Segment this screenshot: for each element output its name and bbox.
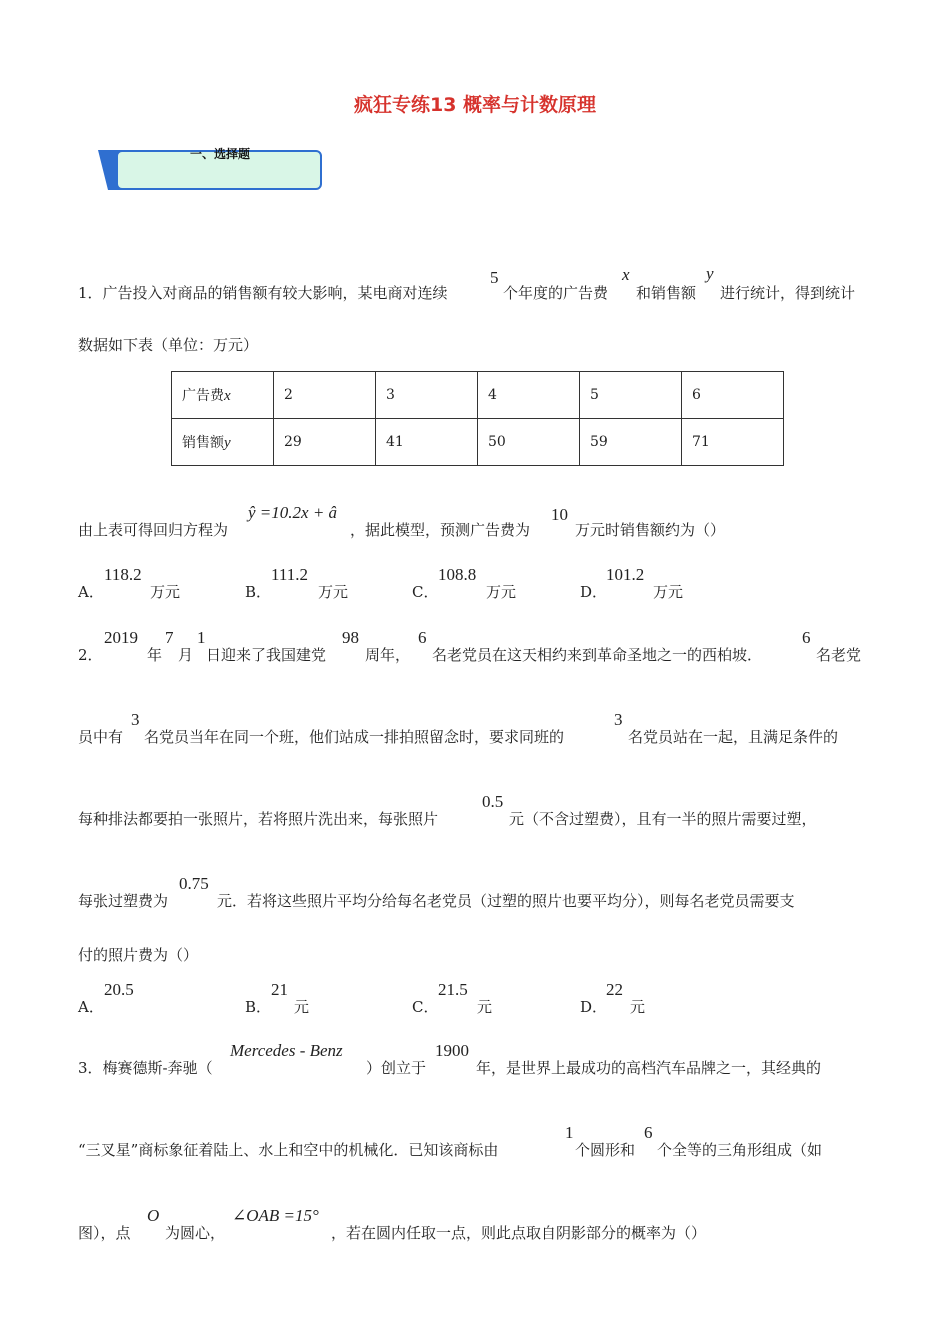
q1-num-10: 10: [551, 505, 568, 524]
q2-option-d-letter: D．: [580, 998, 608, 1016]
q1-var-y: y: [706, 264, 714, 283]
q2-option-a-value: 20.5: [104, 980, 134, 999]
q2-num-6b: 6: [802, 628, 811, 647]
q1-line1-a: 1．广告投入对商品的销售额有较大影响，某电商对连续: [78, 284, 448, 302]
table-cell: 2: [274, 372, 376, 419]
q3-line1-b: ）创立于: [366, 1059, 427, 1077]
q3-num-1: 1: [565, 1123, 574, 1142]
q1-var-x: x: [622, 265, 630, 284]
q3-line3-b: 为圆心，: [165, 1224, 226, 1242]
table-cell: 41: [376, 419, 478, 466]
q2-line2-b: 名党员当年在同一个班，他们站成一排拍照留念时，要求同班的: [144, 728, 565, 746]
q1-option-a-letter: A．: [78, 583, 104, 601]
q2-text-c: 名老党员在这天相约来到革命圣地之一的西柏坡．: [432, 646, 763, 664]
q3-line2-a: “三叉星”商标象征着陆上、水上和空中的机械化．已知该商标由: [78, 1141, 499, 1159]
table-cell: 6: [682, 372, 784, 419]
q3-line2-c: 个全等的三角形组成（如: [657, 1141, 823, 1159]
q1-line1-b: 个年度的广告费: [503, 284, 609, 302]
table-row-var: x: [224, 388, 231, 404]
q2-num-6a: 6: [418, 628, 427, 647]
q2-line2-a: 员中有: [78, 728, 124, 746]
q2-num-3a: 3: [131, 710, 140, 729]
table-cell: 59: [580, 419, 682, 466]
q2-num-0-5: 0.5: [482, 792, 504, 811]
table-row-header: [172, 372, 274, 419]
q1-line1-c: 和销售额: [636, 284, 697, 302]
q2-num-3b: 3: [614, 710, 623, 729]
q3-angle: ∠OAB =15°: [232, 1206, 319, 1225]
q3-line3-c: ，若在圆内任取一点，则此点取自阴影部分的概率为（）: [331, 1224, 707, 1242]
table-cell: 29: [274, 419, 376, 466]
table-row-ad-cost: [172, 372, 784, 419]
q2-num-7: 7: [165, 628, 174, 647]
q1-line1-d: 进行统计，得到统计: [720, 284, 856, 302]
q3-num-1900: 1900: [435, 1041, 469, 1060]
table-cell: 5: [580, 372, 682, 419]
q2-num-0-75: 0.75: [179, 874, 209, 893]
q2-option-b-unit: 元: [294, 998, 310, 1016]
q2-line4-b: 元．若将这些照片平均分给每名老党员（过塑的照片也要平均分），则每名老党员需要支: [217, 892, 795, 910]
q3-brand-name: Mercedes - Benz: [230, 1041, 343, 1060]
q2-num-1: 1: [197, 628, 206, 647]
table-cell: 3: [376, 372, 478, 419]
q1-data-table: [171, 371, 784, 466]
q3-line3-a: 图），点: [78, 1224, 131, 1242]
q2-number: 2．: [78, 646, 103, 664]
q1-line3-a: 由上表可得回归方程为: [78, 521, 229, 539]
q1-option-b-value: 111.2: [271, 565, 308, 584]
section-title: 一、选择题: [190, 147, 251, 161]
q2-num-2019: 2019: [104, 628, 138, 647]
q1-line2: 数据如下表（单位：万元）: [78, 336, 259, 354]
q2-num-98: 98: [342, 628, 359, 647]
q2-line4-a: 每张过塑费为: [78, 892, 169, 910]
q1-num-5: 5: [490, 268, 499, 287]
section-banner: [98, 148, 324, 192]
q3-line1-a: 3．梅赛德斯-奔驰（: [78, 1059, 213, 1077]
q1-option-c-letter: C．: [412, 583, 439, 601]
table-row-sales: [172, 419, 784, 466]
q2-option-c-value: 21.5: [438, 980, 468, 999]
q3-point-o: O: [147, 1206, 160, 1225]
q2-text-year: 年: [147, 646, 163, 664]
table-row-header: [172, 419, 274, 466]
q2-text-b: 周年，: [365, 646, 411, 664]
q3-line1-c: 年，是世界上最成功的高档汽车品牌之一，其经典的: [476, 1059, 822, 1077]
q2-line3-a: 每种排法都要拍一张照片，若将照片洗出来，每张照片: [78, 810, 439, 828]
table-row-label: 广告费: [182, 388, 224, 404]
table-cell: 50: [478, 419, 580, 466]
q1-option-b-unit: 万元: [318, 583, 349, 601]
q2-option-d-value: 22: [606, 980, 623, 999]
q2-option-b-letter: B．: [245, 998, 272, 1016]
q2-line5: 付的照片费为（）: [78, 946, 199, 964]
q1-line3-b: ，据此模型，预测广告费为: [350, 521, 531, 539]
table-cell: 71: [682, 419, 784, 466]
q2-option-b-value: 21: [271, 980, 288, 999]
q2-option-a-letter: A．: [78, 998, 104, 1016]
q1-option-a-value: 118.2: [104, 565, 142, 584]
q1-line3-c: 万元时销售额约为（）: [575, 521, 726, 539]
q2-option-c-letter: C．: [412, 998, 439, 1016]
table-row-label: 销售额: [182, 435, 224, 451]
page-title: 疯狂专练13 概率与计数原理: [353, 94, 597, 116]
q1-option-d-letter: D．: [580, 583, 608, 601]
q2-option-d-unit: 元: [630, 998, 646, 1016]
q3-num-6: 6: [644, 1123, 653, 1142]
table-cell: 4: [478, 372, 580, 419]
table-row-var: y: [224, 435, 231, 451]
q1-option-d-unit: 万元: [653, 583, 684, 601]
q1-option-c-unit: 万元: [486, 583, 517, 601]
q2-text-a: 日迎来了我国建党: [206, 646, 327, 664]
q3-line2-b: 个圆形和: [575, 1141, 636, 1159]
q1-option-b-letter: B．: [245, 583, 272, 601]
q1-option-a-unit: 万元: [150, 583, 181, 601]
q2-text-d: 名老党: [816, 646, 862, 664]
q2-line2-c: 名党员站在一起，且满足条件的: [628, 728, 839, 746]
q2-text-month: 月: [178, 646, 194, 664]
q1-regression-equation: ŷ =10.2x + â: [248, 503, 338, 522]
q1-option-d-value: 101.2: [606, 565, 645, 584]
q2-line3-b: 元（不含过塑费），且有一半的照片需要过塑，: [509, 810, 817, 828]
q1-option-c-value: 108.8: [438, 565, 477, 584]
q2-option-c-unit: 元: [477, 998, 493, 1016]
